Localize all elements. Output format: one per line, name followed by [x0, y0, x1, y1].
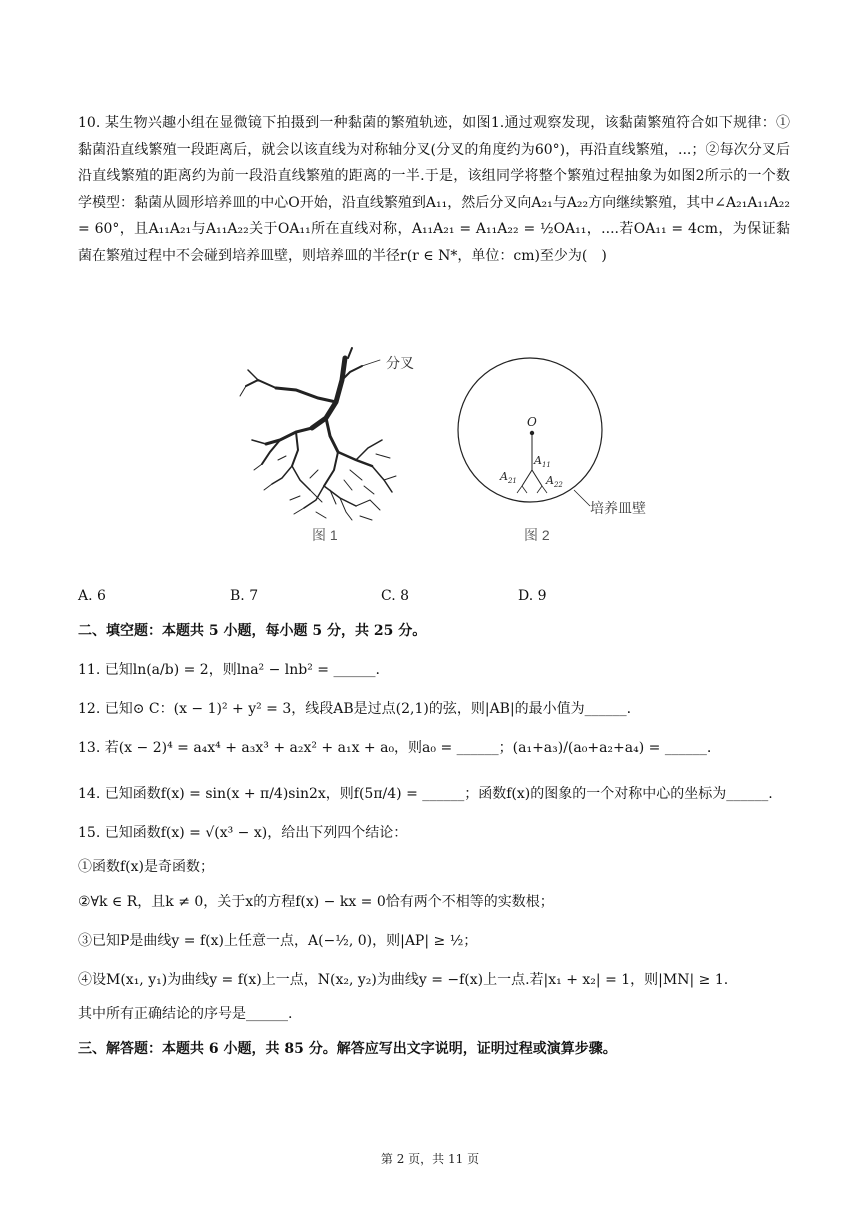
statement-1: ①函数f(x)是奇函数；	[78, 859, 215, 875]
figure-2-point-A11: $A_{11}$	[534, 454, 551, 469]
question-13: 13. 若(x − 2)⁴ = a₄x⁴ + a₃x³ + a₂x² + a₁x + a₀，则a₀ = ______；(a₁+a₃)/(a₀+a₂+a₄) = ______.	[78, 740, 712, 756]
figure-1-slime-mold-drawing	[240, 348, 396, 520]
choice-c: C. 8	[381, 588, 410, 604]
figure-1-branch-label: 分叉	[386, 355, 414, 371]
figure-1-caption: 图 1	[312, 527, 338, 543]
section-3-heading: 三、解答题：本题共 6 小题，共 85 分。解答应写出文字说明，证明过程或演算步骤。	[78, 1041, 617, 1057]
section-2-heading: 二、填空题：本题共 5 小题，每小题 5 分，共 25 分。	[78, 623, 427, 639]
choice-b: B. 7	[230, 588, 259, 604]
question-10-text: 10. 某生物兴趣小组在显微镜下拍摄到一种黏菌的繁殖轨迹，如图1.通过观察发现，该黏菌繁殖符合如下规律：①黏菌沿直线繁殖一段距离后，就会以该直线为对称轴分叉(分叉的角度约为60°)，再沿直线繁殖，...；②每次分叉后沿直线繁殖的距离约为前一段沿直线繁殖的距离的一半.于是，该组同学将整个繁殖过程抽象为如图2所示的一个数学模型：黏菌从圆形培养皿的中心O开始，沿直线繁殖到A₁₁，然后分叉向A₂₁与A₂₂方向继续繁殖，其中∠A₂₁A₁₁A₂₂ = 60°，且A₁₁A₂₁与A₁₁A₂₂关于OA₁₁所在直线对称，A₁₁A₂₁ = A₁₁A₂₂ = ½OA₁₁，....若OA₁₁ = 4cm，为保证黏菌在繁殖过程中不会碰到培养皿壁，则培养皿的半径r(r ∈ N*，单位：cm)至少为( )	[78, 115, 790, 264]
question-14: 14. 已知函数f(x) = sin(x + π/4)sin2x，则f(5π/4) = ______；函数f(x)的图象的一个对称中心的坐标为______.	[78, 786, 773, 802]
statement-3: ③已知P是曲线y = f(x)上任意一点，A(−½, 0)，则|AP| ≥ ½；	[78, 933, 478, 949]
question-11: 11. 已知ln(a/b) = 2，则lna² − lnb² = ______.	[78, 662, 380, 678]
figure-2-point-O: O	[527, 415, 537, 429]
question-12: 12. 已知⊙ C：(x − 1)² + y² = 3，线段AB是过点(2,1)的弦，则|AB|的最小值为______.	[78, 701, 632, 717]
page-footer: 第 2 页，共 11 页	[380, 1152, 480, 1166]
statement-4: ④设M(x₁, y₁)为曲线y = f(x)上一点，N(x₂, y₂)为曲线y = −f(x)上一点.若|x₁ + x₂| = 1，则|MN| ≥ 1.	[78, 972, 729, 988]
question-10-choices	[78, 588, 778, 610]
choice-d: D. 9	[518, 588, 547, 604]
figure-2-point-A22: $A_{22}$	[546, 474, 563, 489]
question-15: 15. 已知函数f(x) = √(x³ − x)，给出下列四个结论：	[78, 825, 408, 841]
figure-2-wall-label: 培养皿壁	[590, 500, 646, 516]
question-10-figures	[0, 340, 860, 570]
statement-2: ②∀k ∈ R，且k ≠ 0，关于x的方程f(x) − kx = 0恰有两个不相等的实数根；	[78, 894, 554, 910]
figure-2-point-A21: $A_{21}$	[500, 470, 517, 485]
figure-2-dish-model	[458, 358, 602, 506]
figure-2-caption: 图 2	[524, 527, 550, 543]
question-15-prompt: 其中所有正确结论的序号是______.	[78, 1006, 293, 1022]
choice-a: A. 6	[78, 588, 106, 604]
